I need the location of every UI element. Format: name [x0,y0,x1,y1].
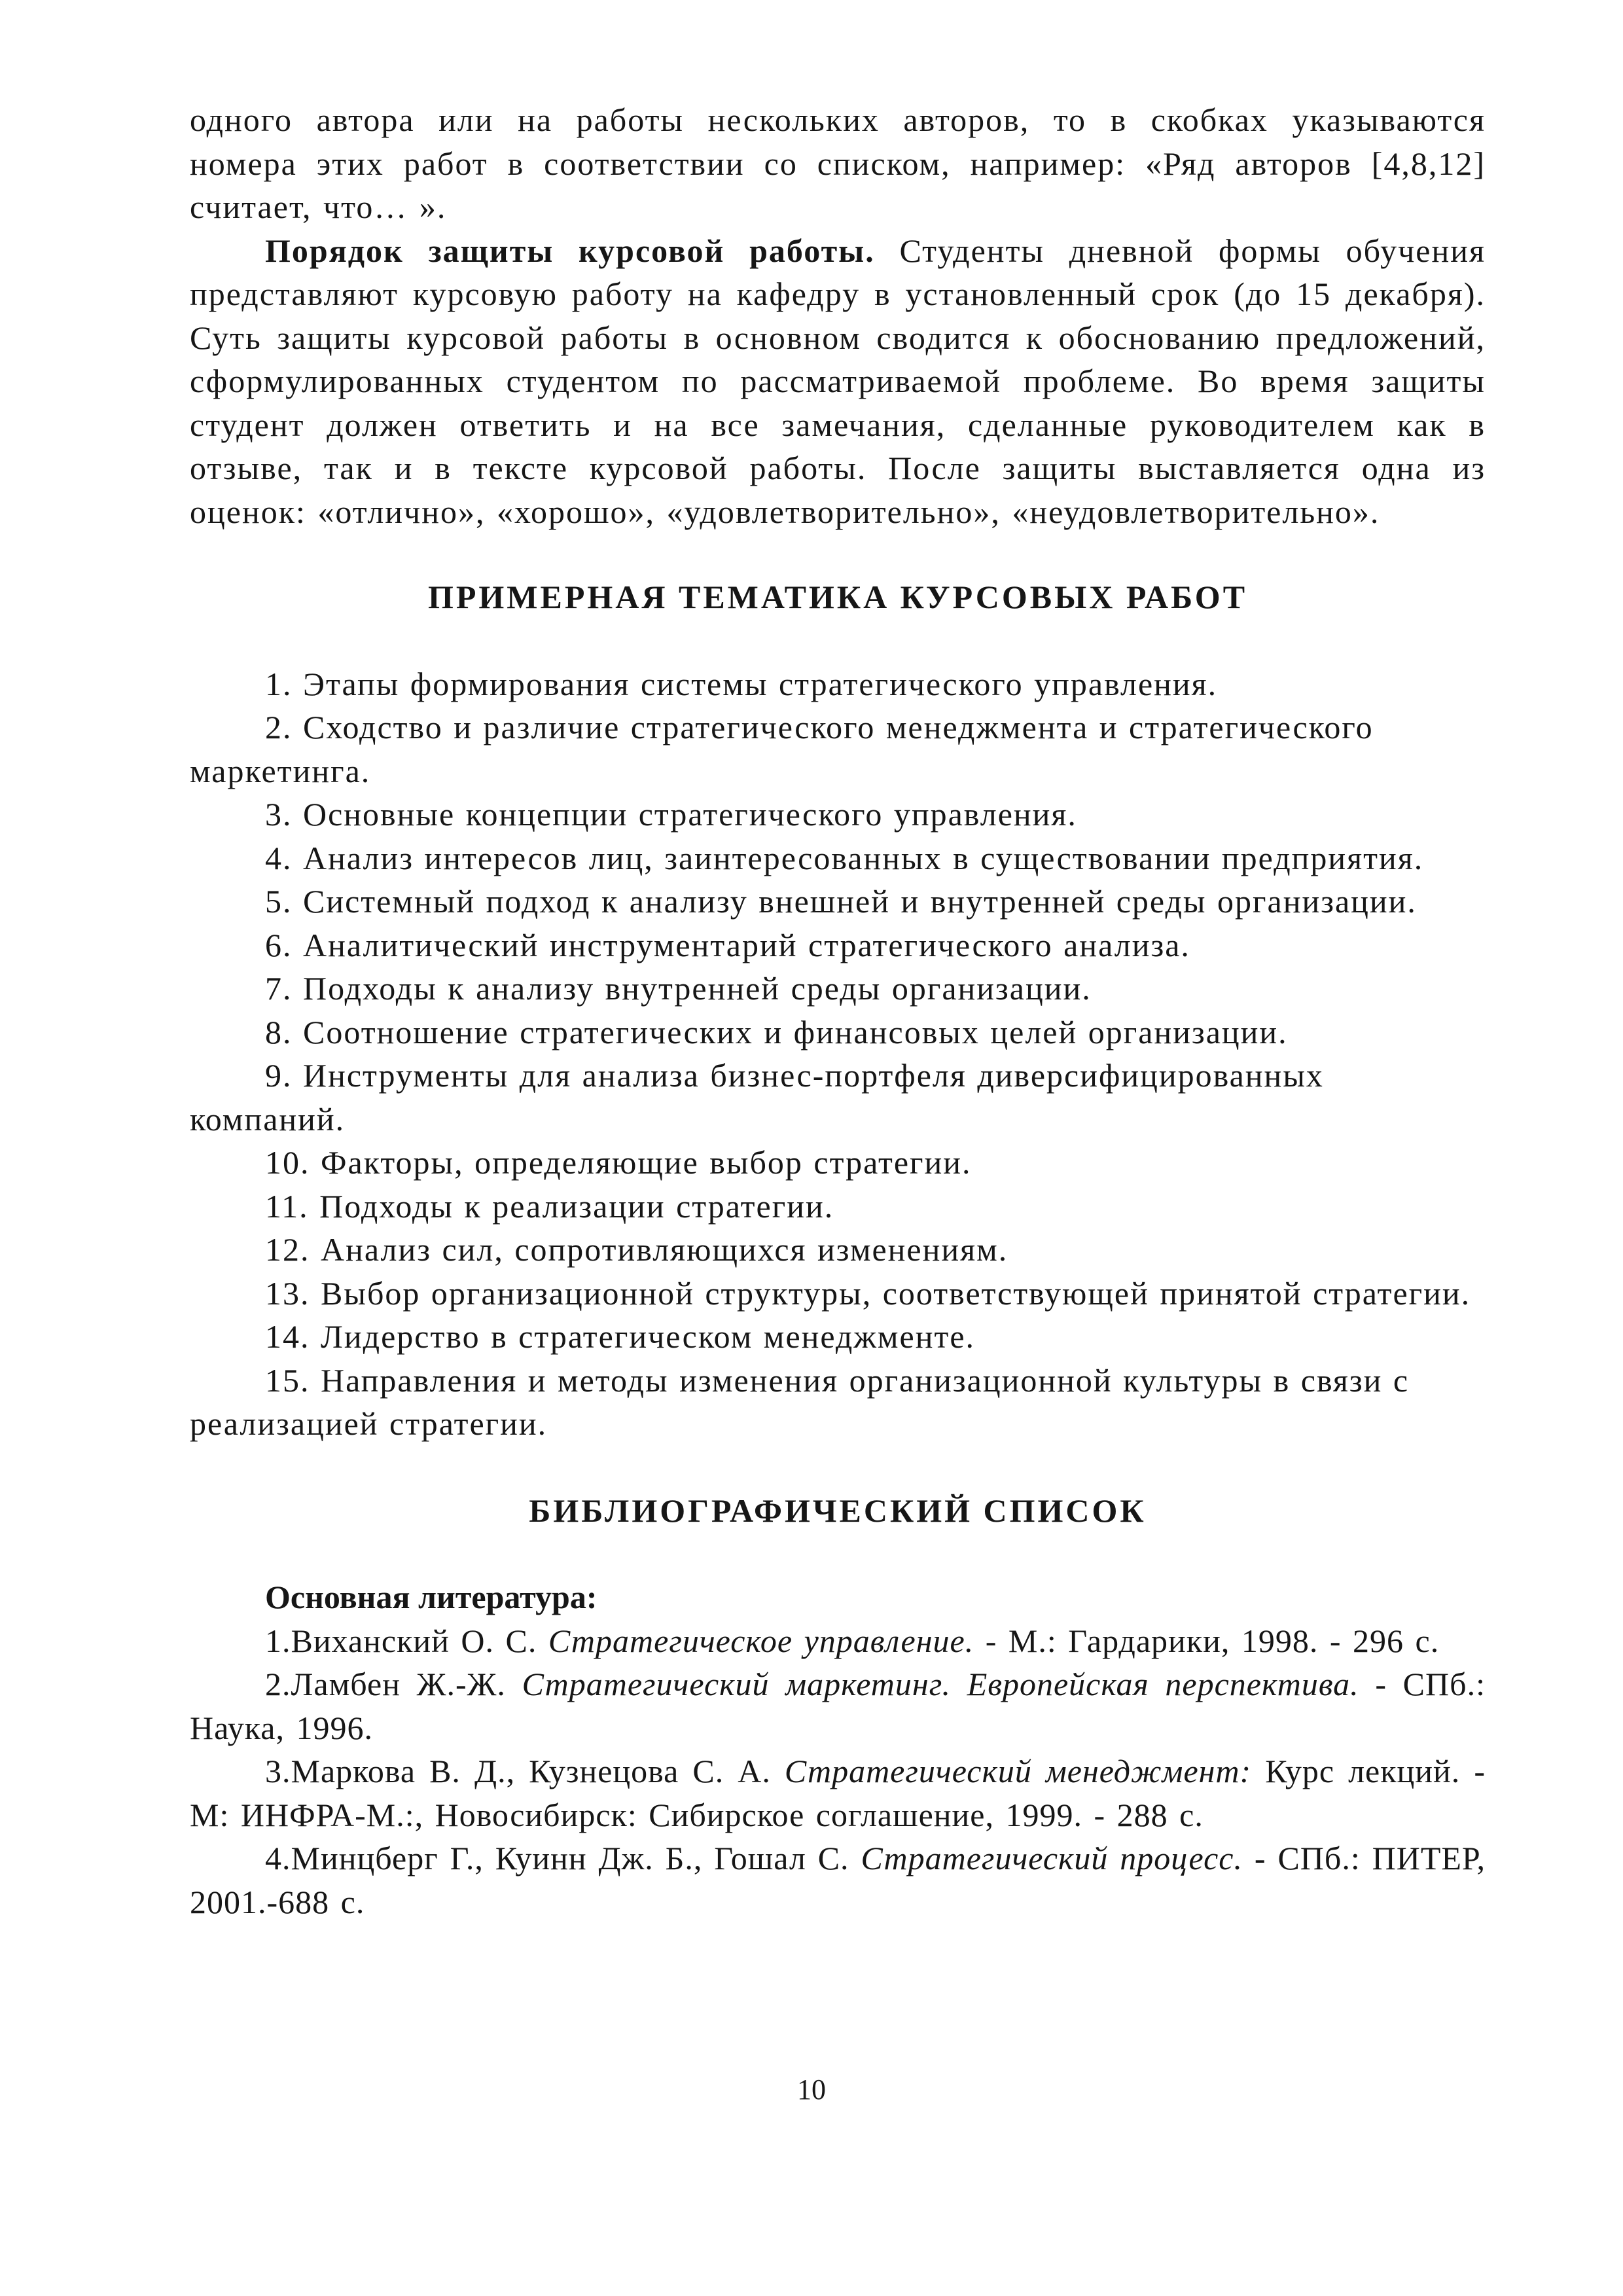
topic-item: 4. Анализ интересов лиц, заинтересованных в существовании предприятия. [265,839,1424,876]
reference-publisher: - СПб.: ПИТЕР, 2001.-688 с. [190,1840,1486,1920]
topics-list [190,662,1486,1446]
topic-item: 13. Выбор организационной структуры, соответствующей принятой стратегии. [265,1274,1471,1312]
reference-item [190,1619,1486,1663]
defense-text: Студенты дневной формы обучения представляют курсовую работу на кафедру в установленный срок (до 15 декабря). Суть защиты курсовой работы в основном сводится к обоснованию предложений, сформулированных студентом по рассматриваемой проблеме. Во время защиты студент должен ответить и на все замечания, сделанные руководителем как в отзыве, так и в тексте курсовой работы. После защиты выставляется одна из оценок: «отлично», «хорошо», «удовлетворительно», «неудовлетворительно». [190,232,1486,530]
main-literature-subheading: Основная литература: [265,1579,597,1615]
topics-heading: ПРИМЕРНАЯ ТЕМАТИКА КУРСОВЫХ РАБОТ [427,579,1248,615]
topic-item: 15. Направления и методы изменения организационной культуры в связи с реализацией стратегии. [190,1361,1410,1442]
topic-item: 12. Анализ сил, сопротивляющихся изменениям. [265,1231,1008,1268]
references-list [190,1619,1486,1924]
reference-publisher: Курс лекций. - М: ИНФРА-М.:, Новосибирск: Сибирское соглашение, 1999. - 288 с. [190,1753,1486,1833]
topic-item: 1. Этапы формирования системы стратегического управления. [265,665,1218,702]
reference-title: Стратегический менеджмент: [784,1753,1252,1789]
intro-line-1: одного автора или на работы нескольких авторов, то в скобках указываются [190,101,1486,138]
topic-item: 3. Основные концепции стратегического управления. [265,796,1077,833]
reference-item [190,1749,1486,1837]
reference-authors: 4.Минцберг Г., Куинн Дж. Б., Гошал С. [265,1840,861,1876]
topic-item: 10. Факторы, определяющие выбор стратегии. [265,1144,972,1181]
reference-item [190,1662,1486,1749]
intro-line-3: считает, что… ». [190,188,447,225]
reference-authors: 2.Ламбен Ж.-Ж. [265,1666,522,1702]
reference-title: Стратегическое управление. [548,1622,974,1659]
topic-item: 2. Сходство и различие стратегического менеджмента и стратегического маркетинга. [190,709,1374,789]
bibliography-heading: БИБЛИОГРАФИЧЕСКИЙ СПИСОК [529,1492,1147,1529]
reference-publisher: - СПб.: Наука, 1996. [190,1666,1486,1746]
topic-item: 11. Подходы к реализации стратегии. [265,1187,834,1225]
topic-item: 14. Лидерство в стратегическом менеджменте. [265,1318,976,1355]
topic-item: 9. Инструменты для анализа бизнес-портфеля диверсифицированных компаний. [190,1057,1324,1138]
reference-publisher: - М.: Гардарики, 1998. - 296 с. [974,1622,1440,1659]
topic-item: 8. Соотношение стратегических и финансовых целей организации. [265,1013,1288,1050]
reference-authors: 1.Виханский О. С. [265,1622,548,1659]
reference-title: Стратегический маркетинг. Европейская перспектива. [522,1666,1359,1702]
reference-title: Стратегический процесс. [861,1840,1243,1876]
defense-bold-lead: Порядок защиты курсовой работы. [265,232,875,269]
reference-item [190,1837,1486,1924]
defense-paragraph [190,229,1486,534]
topic-item: 5. Системный подход к анализу внешней и внутренней среды организации. [265,883,1417,920]
intro-continuation [190,98,1486,229]
topic-item: 7. Подходы к анализу внутренней среды организации. [265,970,1092,1007]
topic-item: 6. Аналитический инструментарий стратегического анализа. [265,926,1190,963]
page-number: 10 [797,2073,826,2106]
reference-authors: 3.Маркова В. Д., Кузнецова С. А. [265,1753,785,1789]
intro-line-2: номера этих работ в соответствии со списком, например: «Ряд авторов [4,8,12] [190,145,1486,182]
